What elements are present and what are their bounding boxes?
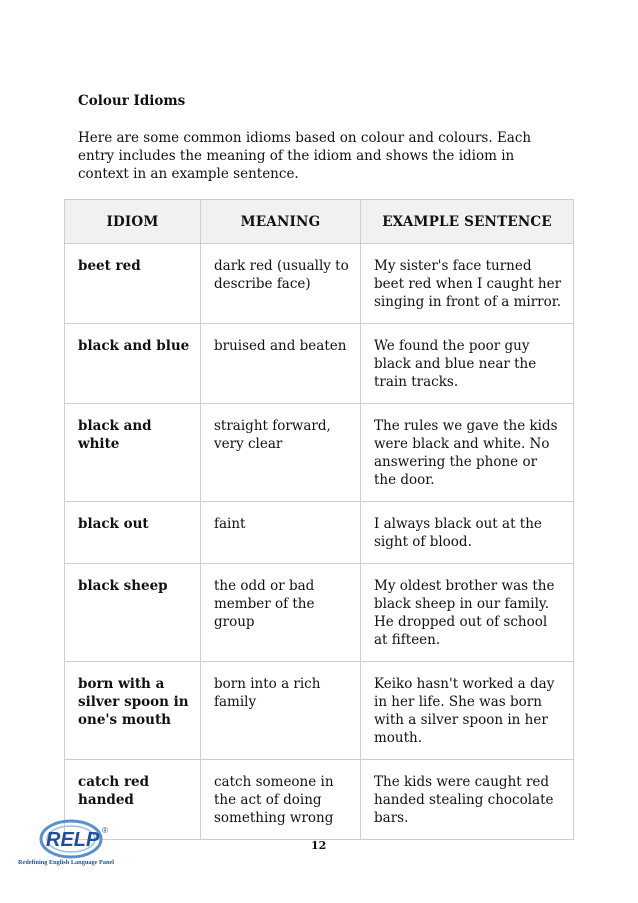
table-row xyxy=(65,564,574,662)
meaning-cell: faint xyxy=(201,502,361,564)
idiom-cell: catch red handed xyxy=(65,760,201,840)
section-heading: Colour Idioms xyxy=(78,93,186,109)
idiom-cell: black and blue xyxy=(65,324,201,404)
table-row xyxy=(65,502,574,564)
intro-paragraph: Here are some common idioms based on colour and colours. Each entry includes the meaning of the idiom and shows the idiom in context in an example sentence. xyxy=(78,130,532,182)
idiom-cell: black out xyxy=(65,502,201,564)
meaning-cell: bruised and beaten xyxy=(201,324,361,404)
idiom-cell: black and white xyxy=(65,404,201,502)
column-header-meaning: MEANING xyxy=(201,200,361,244)
meaning-cell: catch someone in the act of doing something wrong xyxy=(201,760,361,840)
table-row xyxy=(65,244,574,324)
table-row xyxy=(65,324,574,404)
logo-text: RELP xyxy=(46,829,100,851)
meaning-cell: straight forward, very clear xyxy=(201,404,361,502)
example-cell: We found the poor guy black and blue near the train tracks. xyxy=(361,324,574,404)
table-header-row xyxy=(65,200,574,244)
table-row xyxy=(65,404,574,502)
column-header-idiom: IDIOM xyxy=(65,200,201,244)
idiom-cell: born with a silver spoon in one's mouth xyxy=(65,662,201,760)
example-cell: My sister's face turned beet red when I caught her singing in front of a mirror. xyxy=(361,244,574,324)
idioms-table xyxy=(64,199,574,840)
example-cell: Keiko hasn't worked a day in her life. She was born with a silver spoon in her mouth. xyxy=(361,662,574,760)
column-header-example: EXAMPLE SENTENCE xyxy=(361,200,574,244)
relp-logo xyxy=(16,815,126,867)
meaning-cell: the odd or bad member of the group xyxy=(201,564,361,662)
table-row xyxy=(65,760,574,840)
logo-tagline: Redefining English Language Panel xyxy=(18,859,115,866)
meaning-cell: dark red (usually to describe face) xyxy=(201,244,361,324)
table-row xyxy=(65,662,574,760)
example-cell: The kids were caught red handed stealing chocolate bars. xyxy=(361,760,574,840)
example-cell: I always black out at the sight of blood. xyxy=(361,502,574,564)
example-cell: The rules we gave the kids were black and white. No answering the phone or the door. xyxy=(361,404,574,502)
page-number: 12 xyxy=(311,839,327,852)
idiom-cell: beet red xyxy=(65,244,201,324)
idiom-cell: black sheep xyxy=(65,564,201,662)
example-cell: My oldest brother was the black sheep in our family. He dropped out of school at fifteen. xyxy=(361,564,574,662)
logo-registered: ® xyxy=(102,826,108,835)
meaning-cell: born into a rich family xyxy=(201,662,361,760)
